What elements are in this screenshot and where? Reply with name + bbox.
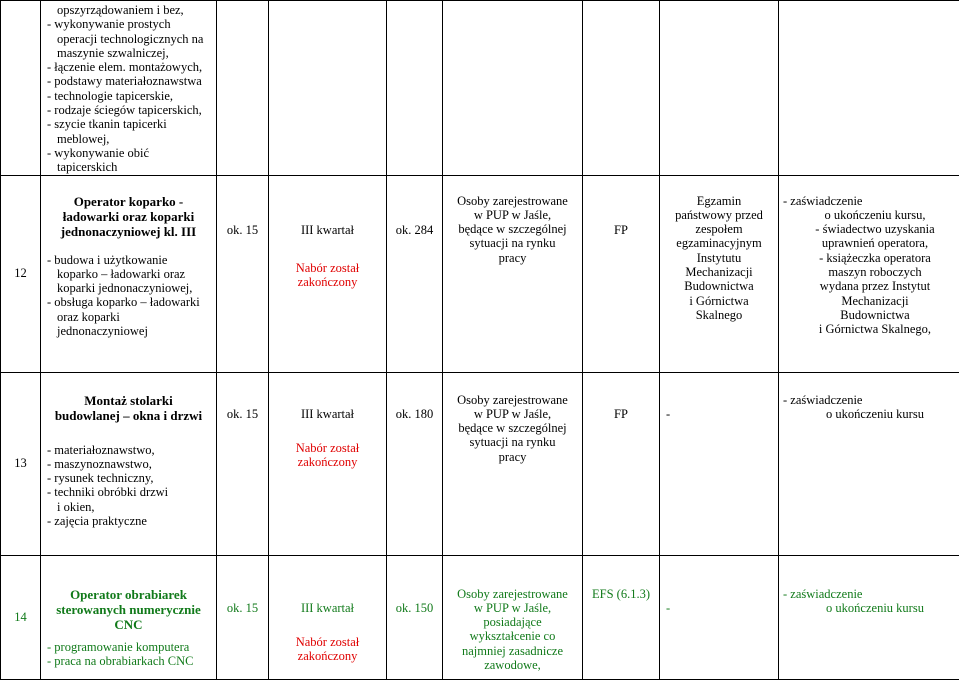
course-title-line: Operator koparko - xyxy=(43,194,214,209)
group-line: w PUP w Jaśle, xyxy=(443,407,582,421)
status-line: Nabór został xyxy=(269,635,386,649)
exam-value: - xyxy=(666,601,670,615)
list-item: - praca na obrabiarkach CNC xyxy=(47,654,214,668)
list-item: - świadectwo uzyskania xyxy=(779,222,959,236)
group-line: Osoby zarejestrowane xyxy=(443,393,582,407)
funding-cell xyxy=(583,1,660,176)
docs-cell xyxy=(779,175,959,372)
table-row xyxy=(1,372,959,555)
nr-cell xyxy=(1,555,41,679)
list-item: - maszynoznawstwo, xyxy=(47,457,214,471)
list-item: - rysunek techniczny, xyxy=(47,471,214,485)
group-cell xyxy=(443,175,583,372)
course-title-line: Operator obrabiarek xyxy=(43,587,214,602)
status-line: Nabór został xyxy=(269,261,386,275)
exam-line: Mechanizacji xyxy=(660,265,778,279)
persons-value: ok. 284 xyxy=(396,223,434,237)
list-item: o ukończeniu kursu xyxy=(779,601,959,615)
nr-cell xyxy=(1,175,41,372)
list-item: - technologie tapicerskie, xyxy=(47,89,214,103)
list-item: maszyn roboczych xyxy=(779,265,959,279)
group-line: będące w szczególnej xyxy=(443,421,582,435)
hours-value: ok. 15 xyxy=(227,601,258,615)
funding-cell xyxy=(583,555,660,679)
status-line: zakończony xyxy=(269,649,386,663)
status-line: zakończony xyxy=(269,275,386,289)
list-item: koparki jednonaczyniowej, xyxy=(47,281,214,295)
nr-cell xyxy=(1,372,41,555)
topics-list xyxy=(43,3,214,175)
funding-cell xyxy=(583,175,660,372)
group-cell xyxy=(443,1,583,176)
course-title xyxy=(43,587,214,632)
hours-cell xyxy=(217,555,269,679)
status-line: Nabór został xyxy=(269,441,386,455)
list-item: - techniki obróbki drzwi xyxy=(47,485,214,499)
list-item: jednonaczyniowej xyxy=(47,324,214,338)
list-item: - materiałoznawstwo, xyxy=(47,443,214,457)
list-item: koparko – ładowarki oraz xyxy=(47,267,214,281)
docs-cell xyxy=(779,372,959,555)
exam-cell xyxy=(660,555,779,679)
topics-list xyxy=(43,253,214,339)
funding-value: FP xyxy=(614,223,628,237)
hours-value: ok. 15 xyxy=(227,407,258,421)
group-line: pracy xyxy=(443,251,582,265)
course-title xyxy=(43,393,214,423)
persons-value: ok. 150 xyxy=(396,601,434,615)
topics-list xyxy=(43,443,214,529)
table-row xyxy=(1,1,959,176)
group-cell xyxy=(443,555,583,679)
list-item: i Górnictwa Skalnego, xyxy=(779,322,959,336)
exam-line: Budownictwa xyxy=(660,279,778,293)
row-number: 13 xyxy=(14,456,27,470)
group-line: pracy xyxy=(443,450,582,464)
term-cell xyxy=(269,555,387,679)
term-value: III kwartał xyxy=(269,223,386,237)
group-line: wykształcenie co xyxy=(443,629,582,643)
list-item: - programowanie komputera xyxy=(47,640,214,654)
list-item: - podstawy materiałoznawstwa xyxy=(47,74,214,88)
list-item: tapicerskich xyxy=(47,160,214,174)
hours-value: ok. 15 xyxy=(227,223,258,237)
group-line: sytuacji na rynku xyxy=(443,435,582,449)
topics-cell xyxy=(41,1,217,176)
group-cell xyxy=(443,372,583,555)
exam-line: egzaminacyjnym xyxy=(660,236,778,250)
group-line: w PUP w Jaśle, xyxy=(443,601,582,615)
term-cell xyxy=(269,1,387,176)
persons-cell xyxy=(387,372,443,555)
list-item: meblowej, xyxy=(47,132,214,146)
row-number: 14 xyxy=(14,610,27,624)
list-item: i okien, xyxy=(47,500,214,514)
list-item: - szycie tkanin tapicerki xyxy=(47,117,214,131)
course-cell xyxy=(41,555,217,679)
nr-cell xyxy=(1,1,41,176)
course-title-line: ładowarki oraz koparki xyxy=(43,209,214,224)
list-item: oraz koparki xyxy=(47,310,214,324)
exam-line: państwowy przed xyxy=(660,208,778,222)
course-title-line: jednonaczyniowej kl. III xyxy=(43,224,214,239)
funding-value: FP xyxy=(614,407,628,421)
list-item: maszynie szwalniczej, xyxy=(47,46,214,60)
hours-cell xyxy=(217,372,269,555)
group-line: sytuacji na rynku xyxy=(443,236,582,250)
list-item: Mechanizacji xyxy=(779,294,959,308)
table-row xyxy=(1,175,959,372)
persons-cell xyxy=(387,1,443,176)
group-line: najmniej zasadnicze xyxy=(443,644,582,658)
course-title-line: CNC xyxy=(43,617,214,632)
list-item: o ukończeniu kursu xyxy=(779,407,959,421)
group-line: w PUP w Jaśle, xyxy=(443,208,582,222)
docs-list xyxy=(779,194,959,337)
list-item: - zaświadczenie xyxy=(779,194,959,208)
group-line: zawodowe, xyxy=(443,658,582,672)
exam-line: i Górnictwa xyxy=(660,294,778,308)
course-title-line: Montaż stolarki xyxy=(43,393,214,408)
exam-line: Egzamin xyxy=(660,194,778,208)
list-item: - łączenie elem. montażowych, xyxy=(47,60,214,74)
exam-cell xyxy=(660,1,779,176)
funding-cell xyxy=(583,372,660,555)
exam-cell xyxy=(660,175,779,372)
term-value: III kwartał xyxy=(269,407,386,421)
list-item: wydana przez Instytut xyxy=(779,279,959,293)
list-item: - zaświadczenie xyxy=(779,587,959,601)
exam-value: - xyxy=(666,407,670,421)
term-cell xyxy=(269,372,387,555)
course-title-line: budowlanej – okna i drzwi xyxy=(43,408,214,423)
list-item: - książeczka operatora xyxy=(779,251,959,265)
list-item: - zaświadczenie xyxy=(779,393,959,407)
list-item: - zajęcia praktyczne xyxy=(47,514,214,528)
table-row xyxy=(1,555,959,679)
status-line: zakończony xyxy=(269,455,386,469)
list-item: opszyrządowaniem i bez, xyxy=(47,3,214,17)
funding-value: EFS (6.1.3) xyxy=(592,587,650,601)
list-item: - wykonywanie prostych xyxy=(47,17,214,31)
term-cell xyxy=(269,175,387,372)
list-item: operacji technologicznych na xyxy=(47,32,214,46)
list-item: - rodzaje ściegów tapicerskich, xyxy=(47,103,214,117)
group-line: Osoby zarejestrowane xyxy=(443,194,582,208)
course-cell xyxy=(41,175,217,372)
list-item: - budowa i użytkowanie xyxy=(47,253,214,267)
exam-cell xyxy=(660,372,779,555)
list-item: Budownictwa xyxy=(779,308,959,322)
course-cell xyxy=(41,372,217,555)
group-line: będące w szczególnej xyxy=(443,222,582,236)
persons-cell xyxy=(387,555,443,679)
docs-cell xyxy=(779,555,959,679)
row-number: 12 xyxy=(14,266,27,280)
status-badge xyxy=(269,441,386,470)
list-item: o ukończeniu kursu, xyxy=(779,208,959,222)
hours-cell xyxy=(217,1,269,176)
persons-cell xyxy=(387,175,443,372)
list-item: uprawnień operatora, xyxy=(779,236,959,250)
docs-cell xyxy=(779,1,959,176)
course-title xyxy=(43,194,214,239)
group-line: posiadające xyxy=(443,615,582,629)
course-title-line: sterowanych numerycznie xyxy=(43,602,214,617)
status-badge xyxy=(269,261,386,290)
exam-line: Instytutu xyxy=(660,251,778,265)
persons-value: ok. 180 xyxy=(396,407,434,421)
exam-line: Skalnego xyxy=(660,308,778,322)
term-value: III kwartał xyxy=(269,601,386,615)
status-badge xyxy=(269,635,386,664)
group-line: Osoby zarejestrowane xyxy=(443,587,582,601)
list-item: - obsługa koparko – ładowarki xyxy=(47,295,214,309)
hours-cell xyxy=(217,175,269,372)
topics-list xyxy=(43,640,214,669)
list-item: - wykonywanie obić xyxy=(47,146,214,160)
exam-line: zespołem xyxy=(660,222,778,236)
